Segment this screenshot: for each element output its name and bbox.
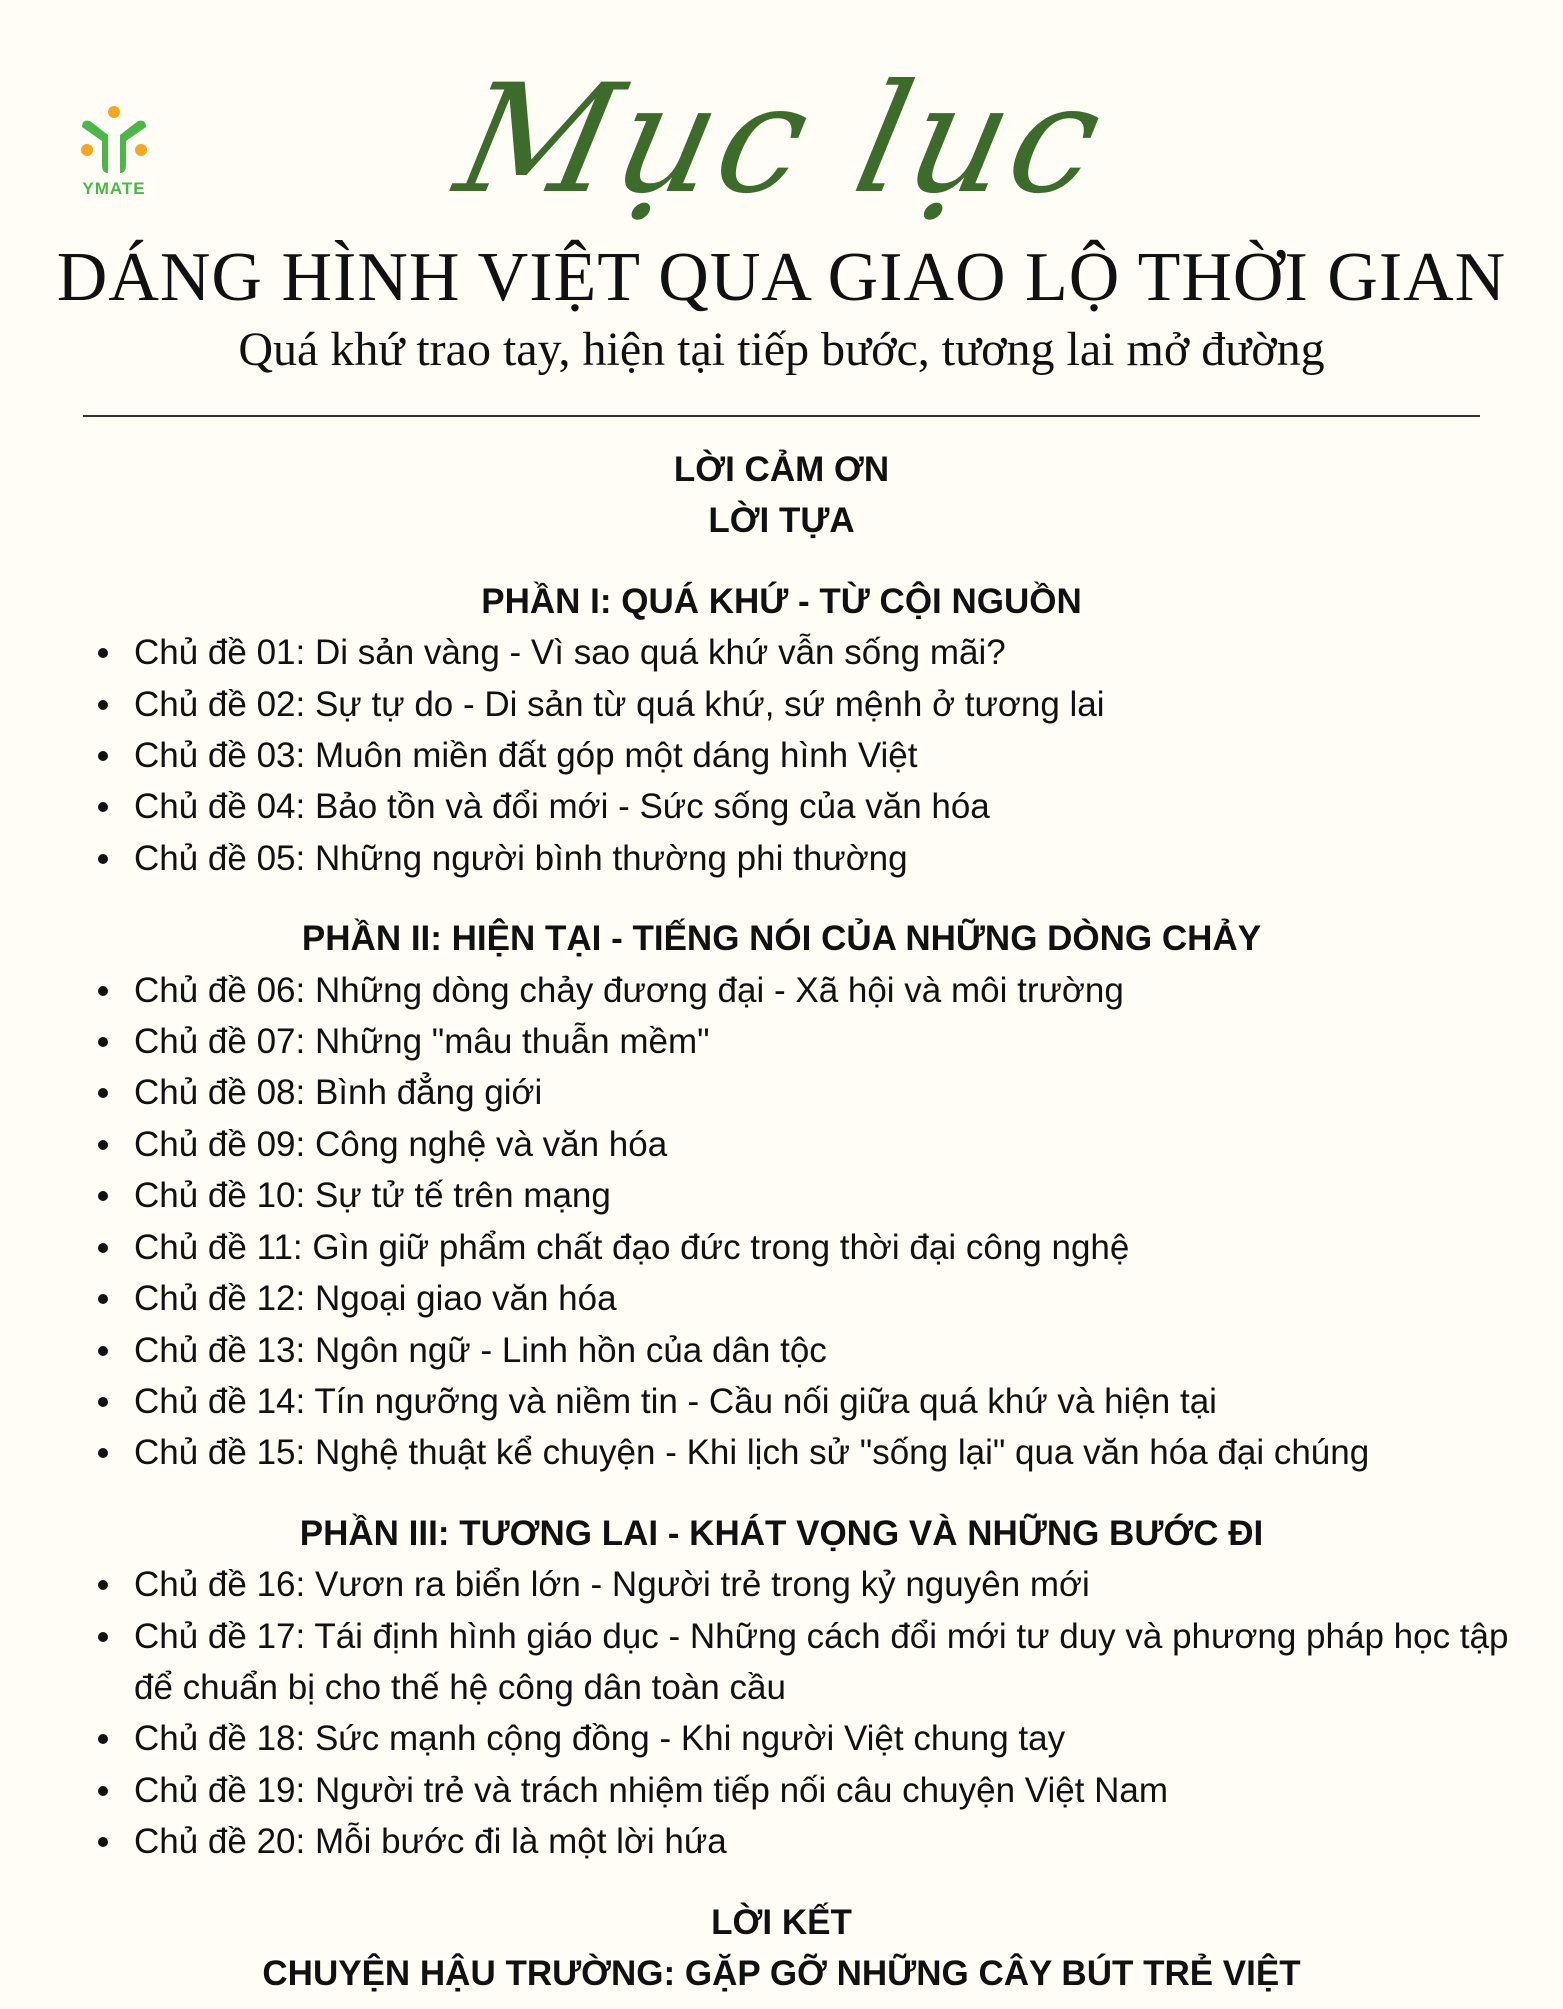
divider bbox=[83, 415, 1480, 417]
part-3-heading: PHẦN III: TƯƠNG LAI - KHÁT VỌNG VÀ NHỮNG BƯỚC ĐI bbox=[299, 1513, 1264, 1553]
part-1-list bbox=[0, 627, 1563, 884]
list-item: Chủ đề 13: Ngôn ngữ - Linh hồn của dân tộc bbox=[0, 1325, 1563, 1376]
list-item: Chủ đề 15: Nghệ thuật kể chuyện - Khi lịch sử "sống lại" qua văn hóa đại chúng bbox=[0, 1427, 1563, 1478]
book-subtitle: Quá khứ trao tay, hiện tại tiếp bước, tương lai mở đường bbox=[238, 323, 1325, 376]
toc-epilogue: LỜI KẾT bbox=[711, 1902, 852, 1942]
book-title: DÁNG HÌNH VIỆT QUA GIAO LỘ THỜI GIAN bbox=[56, 239, 1507, 316]
list-item: Chủ đề 08: Bình đẳng giới bbox=[0, 1067, 1563, 1118]
list-item: Chủ đề 07: Những "mâu thuẫn mềm" bbox=[0, 1016, 1563, 1067]
list-item: Chủ đề 19: Người trẻ và trách nhiệm tiếp nối câu chuyện Việt Nam bbox=[0, 1765, 1563, 1816]
list-item: Chủ đề 18: Sức mạnh cộng đồng - Khi người Việt chung tay bbox=[0, 1713, 1563, 1764]
list-item: Chủ đề 01: Di sản vàng - Vì sao quá khứ vẫn sống mãi? bbox=[0, 627, 1563, 678]
list-item: Chủ đề 16: Vươn ra biển lớn - Người trẻ trong kỷ nguyên mới bbox=[0, 1559, 1563, 1610]
part-2-list bbox=[0, 965, 1563, 1479]
list-item: Chủ đề 17: Tái định hình giáo dục - Những cách đổi mới tư duy và phương pháp học tập để chuẩn bị cho thế hệ công dân toàn cầu bbox=[0, 1611, 1514, 1714]
list-item: Chủ đề 03: Muôn miền đất góp một dáng hình Việt bbox=[0, 730, 1563, 781]
toc-acknowledgements: LỜI CẢM ƠN bbox=[673, 450, 890, 489]
part-3-list bbox=[0, 1559, 1563, 1867]
part-2-heading: PHẦN II: HIỆN TẠI - TIẾNG NÓI CỦA NHỮNG DÒNG CHẢY bbox=[301, 919, 1262, 959]
toc-behind-the-scenes: CHUYỆN HẬU TRƯỜNG: GẶP GỠ NHỮNG CÂY BÚT TRẺ VIỆT bbox=[262, 1953, 1301, 1993]
toc-preface: LỜI TỰA bbox=[708, 501, 855, 541]
list-item: Chủ đề 10: Sự tử tế trên mạng bbox=[0, 1170, 1563, 1221]
list-item: Chủ đề 20: Mỗi bước đi là một lời hứa bbox=[0, 1816, 1563, 1867]
logo-text: YMATE bbox=[82, 179, 146, 198]
list-item: Chủ đề 04: Bảo tồn và đổi mới - Sức sống của văn hóa bbox=[0, 781, 1563, 832]
script-title: Mục lục bbox=[443, 53, 1120, 227]
list-item: Chủ đề 09: Công nghệ và văn hóa bbox=[0, 1119, 1563, 1170]
list-item: Chủ đề 02: Sự tự do - Di sản từ quá khứ, sứ mệnh ở tương lai bbox=[0, 679, 1563, 730]
list-item: Chủ đề 06: Những dòng chảy đương đại - Xã hội và môi trường bbox=[0, 965, 1563, 1016]
list-item: Chủ đề 14: Tín ngưỡng và niềm tin - Cầu nối giữa quá khứ và hiện tại bbox=[0, 1376, 1563, 1427]
list-item: Chủ đề 05: Những người bình thường phi thường bbox=[0, 833, 1563, 884]
list-item: Chủ đề 11: Gìn giữ phẩm chất đạo đức trong thời đại công nghệ bbox=[0, 1222, 1563, 1273]
list-item: Chủ đề 12: Ngoại giao văn hóa bbox=[0, 1273, 1563, 1324]
table-of-contents bbox=[0, 444, 1563, 1999]
part-1-heading: PHẦN I: QUÁ KHỨ - TỪ CỘI NGUỒN bbox=[481, 581, 1082, 621]
